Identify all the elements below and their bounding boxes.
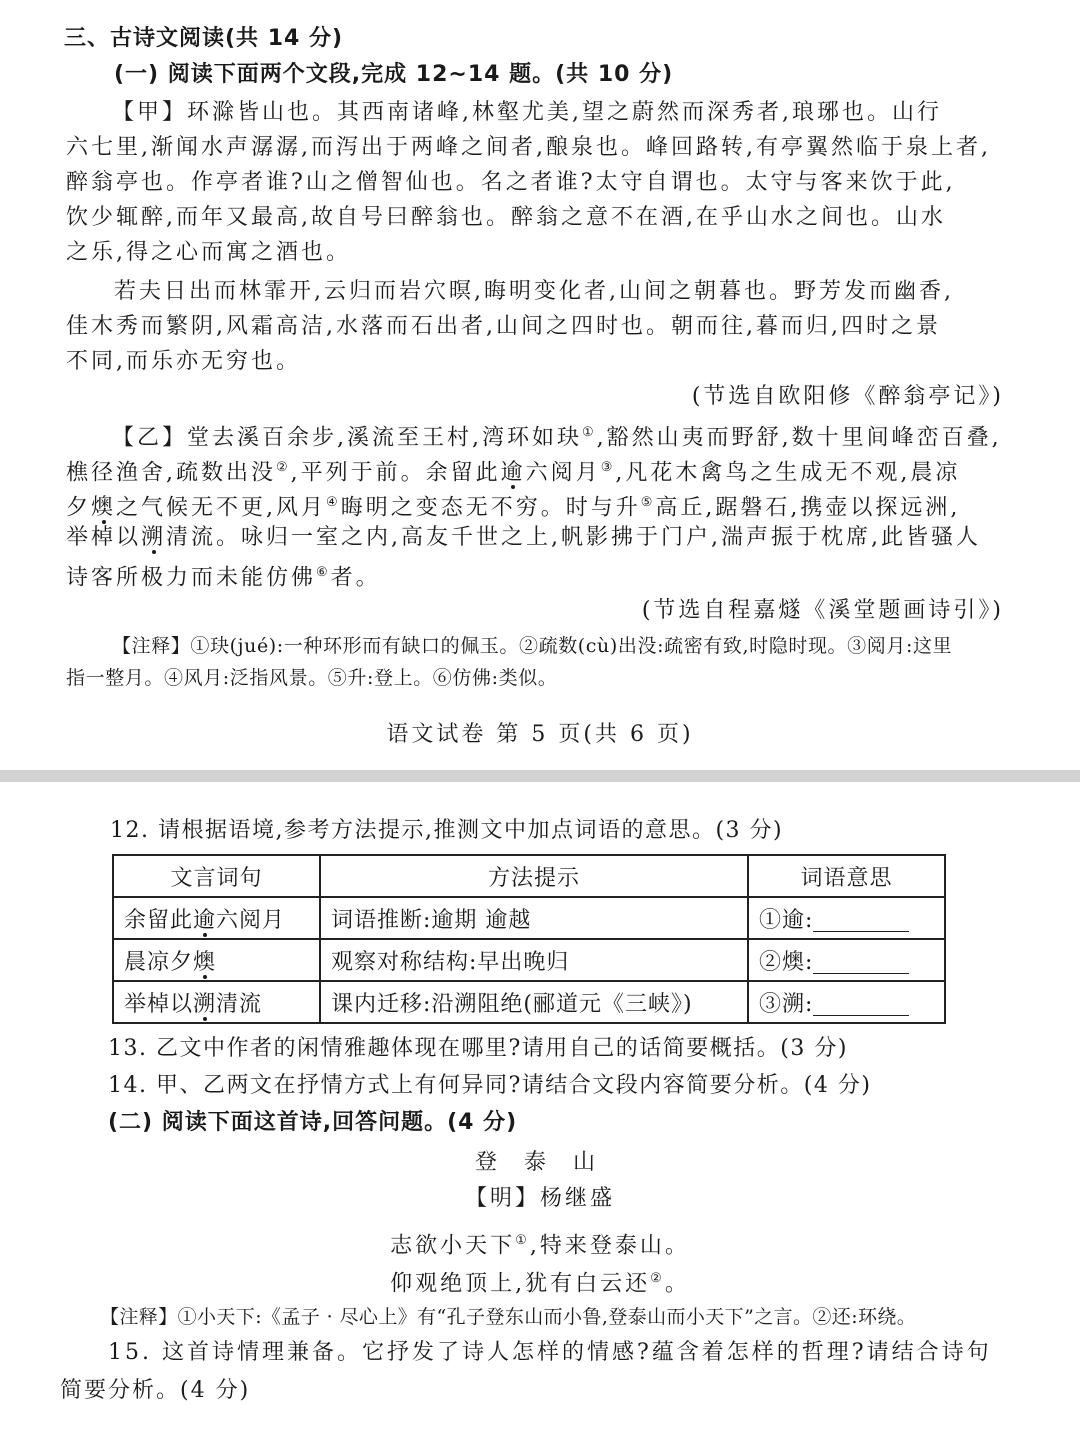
passage-line: 饮少辄醉,而年又最高,故自号曰醉翁也。醉翁之意不在酒,在乎山水之间也。山水 xyxy=(66,205,946,230)
dotted-word: 燠 xyxy=(91,495,117,521)
passage-line: 夕燠之气候无不更,风月④晦明之变态无不穷。时与升⑤高丘,踞磐石,携壶以探远洲, xyxy=(66,495,961,521)
passage-source: (节选自欧阳修《醉翁亭记》) xyxy=(691,384,1004,409)
passage-line: 【甲】环滁皆山也。其西南诸峰,林壑尤美,望之蔚然而深秀者,琅琊也。山行 xyxy=(112,100,942,125)
question-15-cont: 简要分析。(4 分) xyxy=(60,1378,251,1403)
phrase-cell: 余留此逾六阅月 xyxy=(113,897,320,939)
passage-line: 六七里,渐闻水声潺潺,而泻出于两峰之间者,酿泉也。峰回路转,有亭翼然临于泉上者, xyxy=(66,135,991,160)
question-15: 15. 这首诗情理兼备。它抒发了诗人怎样的情感?蕴含着怎样的哲理?请结合诗句 xyxy=(108,1340,992,1365)
passage-line: 樵径渔舍,疏数出没②,平列于前。余留此逾六阅月③,凡花木禽鸟之生成无不观,晨凉 xyxy=(66,460,961,486)
phrase-cell: 晨凉夕燠 xyxy=(113,939,320,981)
notes-line: 【注释】①玦(jué):一种环形而有缺口的佩玉。②疏数(cù)出没:疏密有致,时隐时现。③阅月:这里 xyxy=(112,635,953,657)
dotted-word: 溯 xyxy=(193,991,217,1017)
hint-cell: 课内迁移:沿溯阻绝(郦道元《三峡》) xyxy=(320,981,748,1023)
question-14: 14. 甲、乙两文在抒情方式上有何异同?请结合文段内容简要分析。(4 分) xyxy=(108,1073,872,1098)
q12-table xyxy=(112,854,946,1024)
passage-line: 佳木秀而繁阴,风霜高洁,水落而石出者,山间之四时也。朝而往,暮而归,四时之景 xyxy=(66,314,941,339)
passage-line: 醉翁亭也。作亭者谁?山之僧智仙也。名之者谁?太守自谓也。太守与客来饮于此, xyxy=(66,170,956,195)
poem-line: 志欲小天下①,特来登泰山。 xyxy=(390,1233,690,1259)
answer-blank[interactable] xyxy=(813,909,909,932)
hint-cell: 观察对称结构:早出晚归 xyxy=(320,939,748,981)
page-divider xyxy=(0,770,1080,782)
footnote-mark: ⑤ xyxy=(640,495,656,510)
table-row xyxy=(113,897,945,939)
question-13: 13. 乙文中作者的闲情雅趣体现在哪里?请用自己的话简要概括。(3 分) xyxy=(108,1036,848,1061)
footnote-mark: ③ xyxy=(600,460,616,475)
poem-title: 登 泰 山 xyxy=(475,1150,605,1175)
section-heading: 三、古诗文阅读(共 14 分) xyxy=(64,26,344,51)
phrase-cell: 举棹以溯清流 xyxy=(113,981,320,1023)
answer-cell: ②燠: xyxy=(748,939,945,981)
table-row xyxy=(113,939,945,981)
footnote-mark: ④ xyxy=(326,495,341,510)
answer-blank[interactable] xyxy=(813,993,909,1016)
column-header: 词语意思 xyxy=(748,855,945,897)
table-row xyxy=(113,981,945,1023)
table-header-row xyxy=(113,855,945,897)
footnote-mark: ② xyxy=(276,460,291,475)
hint-cell: 词语推断:逾期 逾越 xyxy=(320,897,748,939)
poem-line: 仰观绝顶上,犹有白云还②。 xyxy=(390,1271,690,1297)
notes-line: 指一整月。④风月:泛指风景。⑤升:登上。⑥仿佛:类似。 xyxy=(66,667,558,689)
part1-title: (一) 阅读下面两个文段,完成 12~14 题。(共 10 分) xyxy=(114,62,674,87)
poem-notes: 【注释】①小天下:《孟子 · 尽心上》有“孔子登东山而小鲁,登泰山而小天下”之言。②还:环绕。 xyxy=(100,1306,917,1328)
answer-cell: ③溯: xyxy=(748,981,945,1023)
answer-cell: ①逾: xyxy=(748,897,945,939)
dotted-word: 逾 xyxy=(193,907,217,933)
passage-line: 不同,而乐亦无穷也。 xyxy=(66,349,301,374)
footnote-mark: ⑥ xyxy=(316,565,331,580)
passage-line: 之乐,得之心而寓之酒也。 xyxy=(66,240,351,265)
dotted-word: 逾 xyxy=(500,460,526,486)
passage-line: 诗客所极力而未能仿佛⑥者。 xyxy=(66,565,381,591)
footnote-mark: ① xyxy=(515,1233,530,1248)
dotted-word: 溯 xyxy=(141,525,167,550)
passage-source: (节选自程嘉燧《溪堂题画诗引》) xyxy=(641,598,1004,623)
passage-line: 举棹以溯清流。咏归一室之内,高友千世之上,帆影拂于门户,湍声振于枕席,此皆骚人 xyxy=(66,525,982,550)
passage-line: 若夫日出而林霏开,云归而岩穴暝,晦明变化者,山间之朝暮也。野芳发而幽香, xyxy=(114,279,954,304)
dotted-word: 燠 xyxy=(193,949,217,975)
column-header: 文言词句 xyxy=(113,855,320,897)
part2-title: (二) 阅读下面这首诗,回答问题。(4 分) xyxy=(108,1110,518,1135)
question-12: 12. 请根据语境,参考方法提示,推测文中加点词语的意思。(3 分) xyxy=(110,818,784,843)
passage-line: 【乙】堂去溪百余步,溪流至王村,湾环如玦①,豁然山夷而野舒,数十里间峰峦百叠, xyxy=(112,425,1002,451)
page-footer: 语文试卷 第 5 页(共 6 页) xyxy=(386,722,694,747)
poem-author: 【明】杨继盛 xyxy=(464,1186,615,1211)
answer-blank[interactable] xyxy=(813,951,909,974)
footnote-mark: ② xyxy=(650,1271,665,1286)
column-header: 方法提示 xyxy=(320,855,748,897)
footnote-mark: ① xyxy=(582,425,597,440)
